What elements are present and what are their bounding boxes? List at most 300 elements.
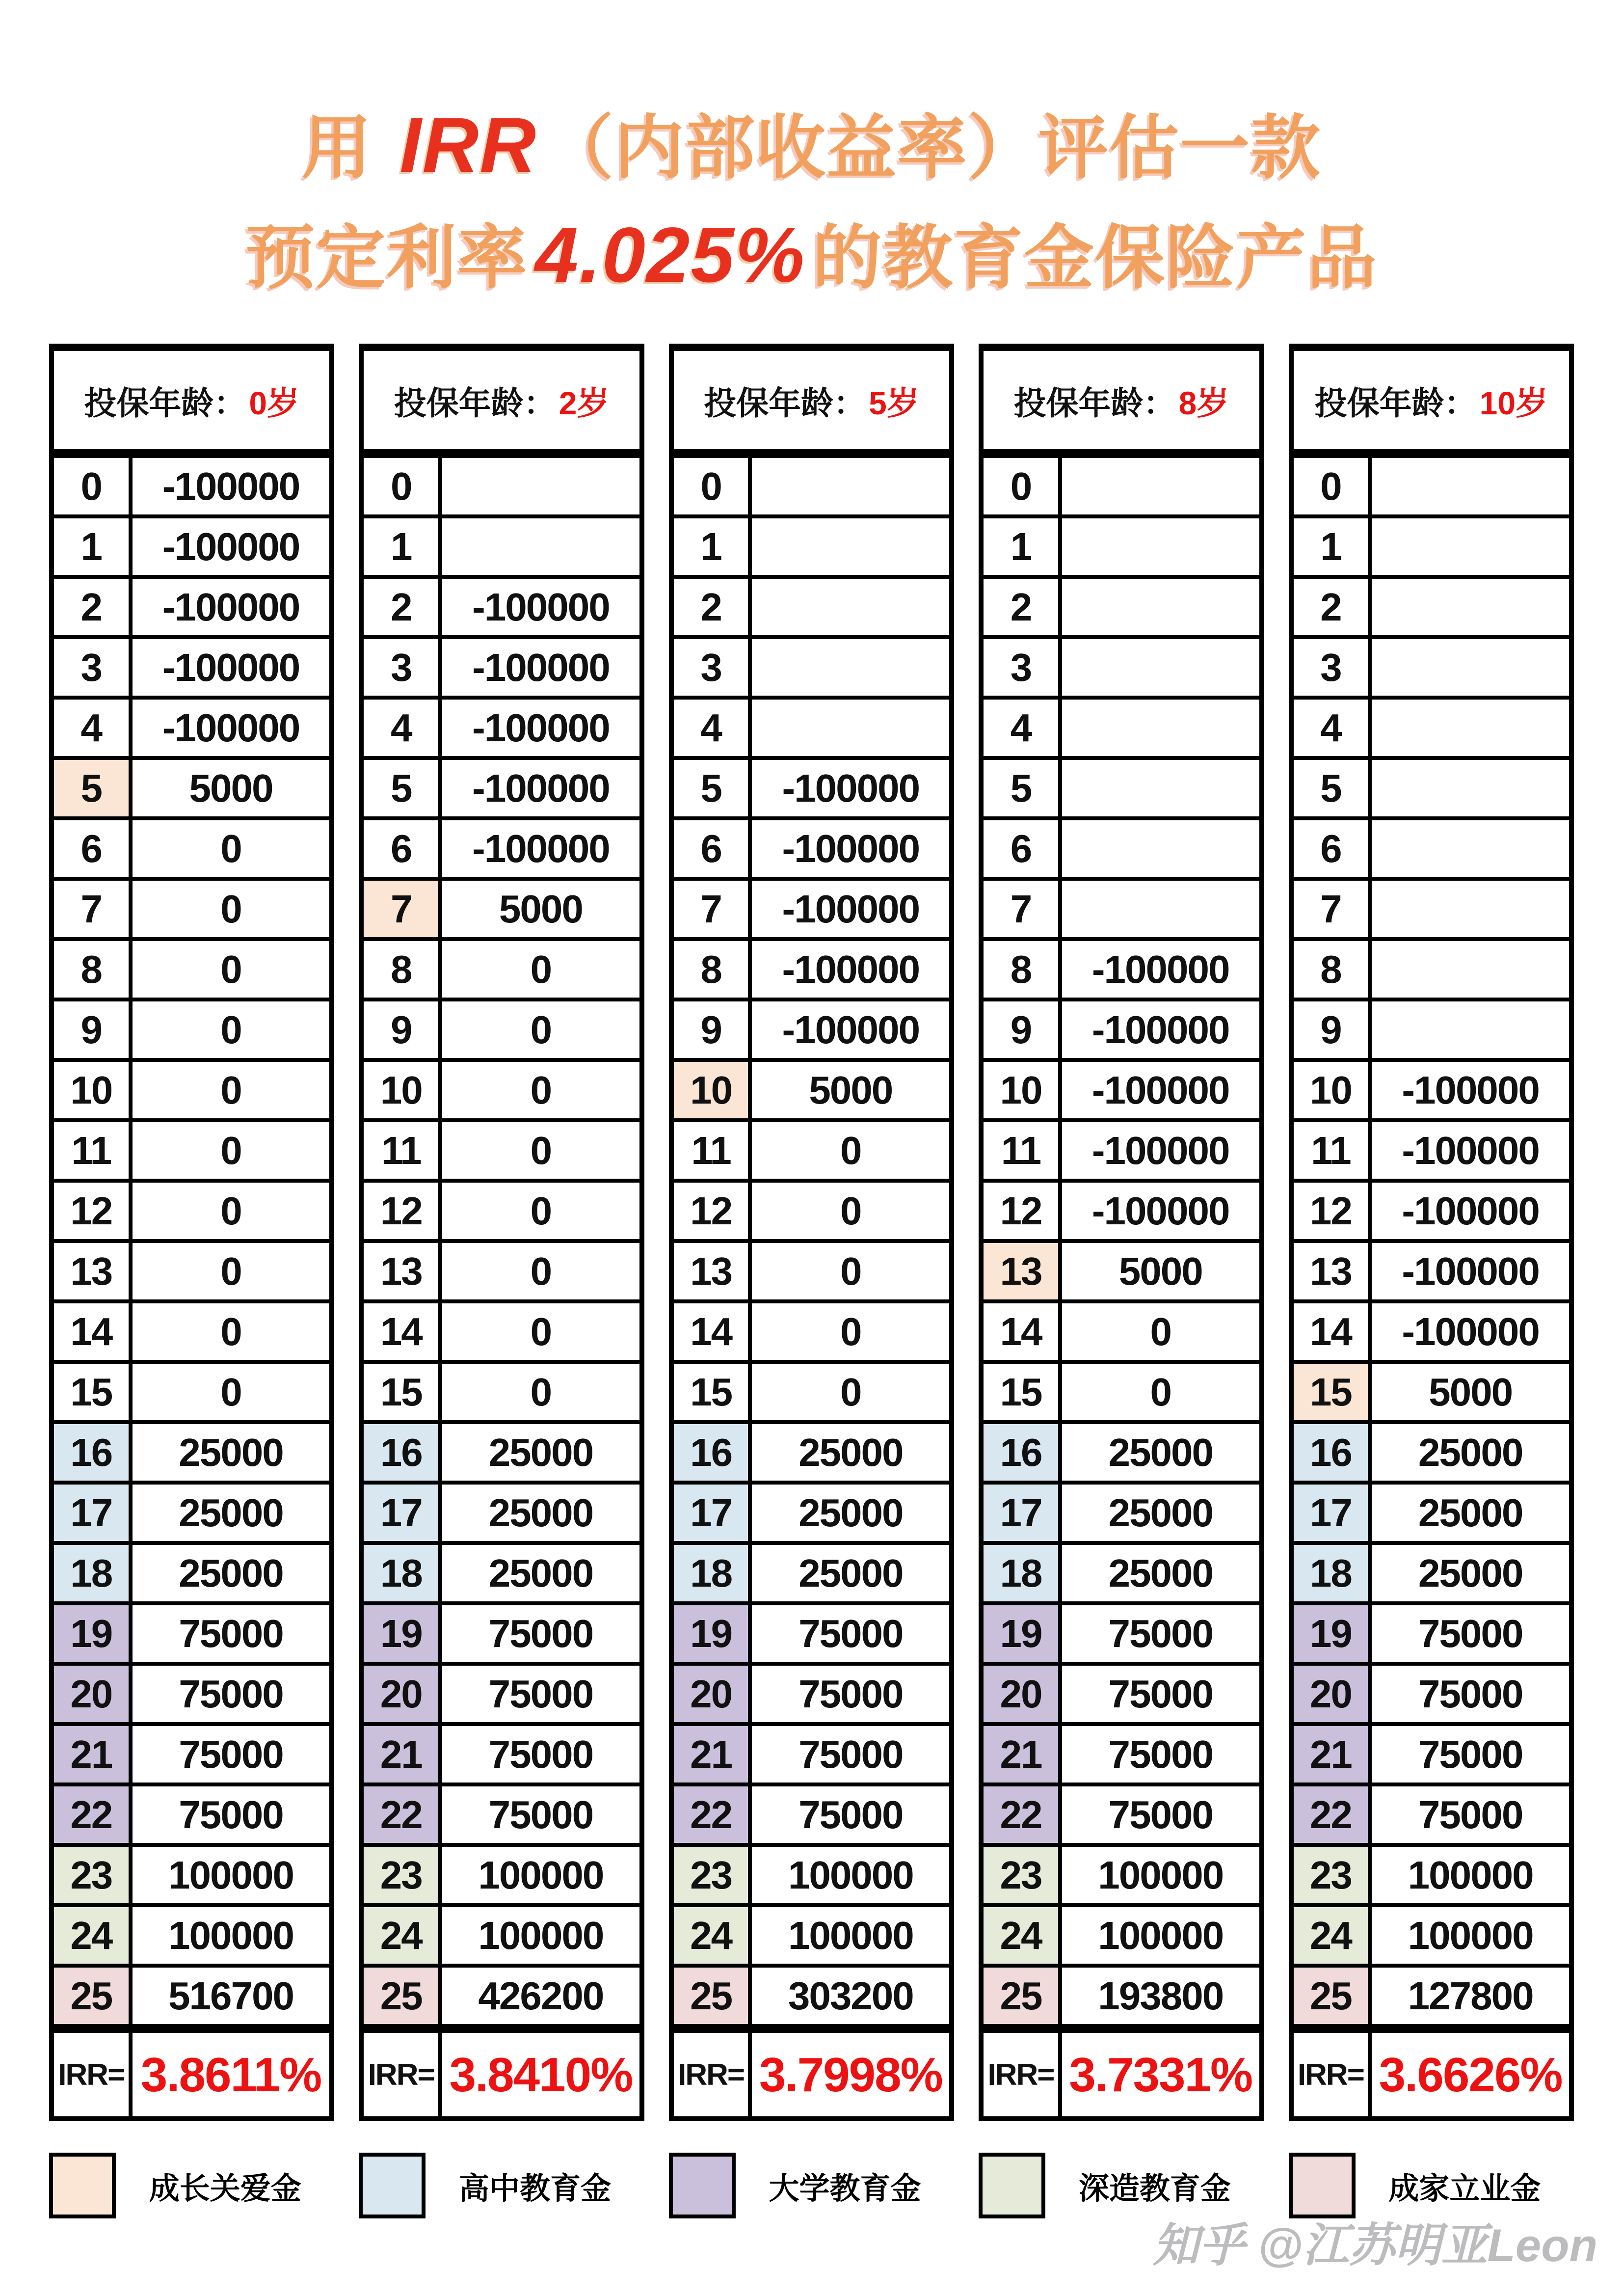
table-row (674, 1183, 949, 1243)
value-cell: 75000 (488, 1792, 593, 1837)
value-cell: 75000 (1418, 1732, 1523, 1776)
table-row (1294, 881, 1569, 941)
table-row (364, 1364, 639, 1424)
age-cell: 11 (364, 1122, 442, 1179)
age-cell: 10 (364, 1062, 442, 1118)
table-row (54, 1666, 329, 1726)
value-cell: 75000 (798, 1732, 903, 1776)
table-header-label: 投保年龄： (1314, 384, 1477, 421)
age-cell: 10 (54, 1062, 133, 1118)
table-row (674, 1545, 949, 1605)
age-cell: 22 (984, 1786, 1062, 1843)
table-row (364, 1001, 639, 1062)
table-row (54, 700, 329, 760)
value-cell: -100000 (162, 524, 300, 568)
table-row (984, 760, 1259, 820)
table-row (364, 1243, 639, 1303)
value-cell: -100000 (1402, 1309, 1539, 1353)
age-cell: 6 (674, 820, 752, 877)
age-cell: 11 (674, 1122, 752, 1179)
table-row (674, 1424, 949, 1485)
value-cell: -100000 (1402, 1068, 1539, 1112)
table-header-label: 投保年龄： (84, 384, 246, 421)
value-cell (1372, 881, 1569, 937)
age-cell: 8 (1294, 941, 1372, 998)
age-cell: 5 (1294, 760, 1372, 816)
title-line-2-prefix: 预定利率 (245, 218, 528, 297)
value-cell (1372, 458, 1569, 514)
value-cell: -100000 (1402, 1249, 1539, 1293)
table-row (674, 1243, 949, 1303)
table-row (54, 1726, 329, 1786)
age-table-8岁 (979, 344, 1264, 2121)
table-row (54, 639, 329, 700)
value-cell: 100000 (478, 1853, 604, 1897)
table-row (674, 1303, 949, 1364)
table-row (364, 1666, 639, 1726)
table-row (984, 1907, 1259, 1968)
table-row (984, 820, 1259, 881)
age-cell: 7 (674, 881, 752, 937)
value-cell: 193800 (1098, 1973, 1224, 2018)
table-row (364, 881, 639, 941)
irr-row (979, 2028, 1264, 2121)
value-cell: 0 (1150, 1309, 1171, 1353)
age-cell: 18 (1294, 1545, 1372, 1601)
title-line-2-suffix: 的教育金保险产品 (812, 218, 1378, 297)
irr-value: 3.6626% (1379, 2047, 1562, 2102)
table-header (1289, 344, 1574, 454)
age-cell: 24 (984, 1907, 1062, 1964)
table-row (364, 518, 639, 579)
cashflow-grid (359, 454, 644, 2028)
value-cell: 75000 (488, 1611, 593, 1655)
value-cell: -100000 (1402, 1128, 1539, 1172)
legend-swatch-university (669, 2153, 736, 2218)
value-cell: 25000 (1418, 1430, 1523, 1474)
age-cell: 19 (984, 1605, 1062, 1662)
irr-row (359, 2028, 644, 2121)
table-row (54, 820, 329, 881)
value-cell: 25000 (488, 1551, 593, 1595)
table-row (674, 1122, 949, 1183)
table-row (674, 1062, 949, 1122)
table-row (364, 1968, 639, 2024)
value-cell: 426200 (478, 1973, 604, 2018)
age-cell: 10 (674, 1062, 752, 1118)
age-cell: 0 (1294, 458, 1372, 514)
table-row (674, 458, 949, 518)
irr-row (49, 2028, 334, 2121)
table-header-age: 8岁 (1178, 384, 1229, 421)
age-cell: 19 (674, 1605, 752, 1662)
value-cell (1372, 579, 1569, 635)
age-cell: 17 (54, 1485, 133, 1541)
age-cell: 13 (1294, 1243, 1372, 1299)
cashflow-grid (669, 454, 954, 2028)
legend-label: 成长关爱金 (149, 2171, 301, 2206)
value-cell: -100000 (782, 826, 920, 870)
age-cell: 24 (54, 1907, 133, 1964)
age-cell: 16 (364, 1424, 442, 1481)
age-cell: 8 (54, 941, 133, 998)
table-row (984, 1364, 1259, 1424)
value-cell: 25000 (1108, 1551, 1213, 1595)
age-cell: 25 (674, 1968, 752, 2024)
table-header-age: 0岁 (249, 384, 300, 421)
age-cell: 1 (1294, 518, 1372, 575)
title-rate-text: 4.025% (534, 211, 806, 298)
value-cell: -100000 (1091, 947, 1229, 991)
title-irr-text: IRR (399, 101, 537, 189)
table-row (674, 518, 949, 579)
age-cell: 2 (674, 579, 752, 635)
age-cell: 16 (1294, 1424, 1372, 1481)
value-cell: -100000 (162, 464, 300, 508)
age-cell: 17 (1294, 1485, 1372, 1541)
age-cell: 22 (364, 1786, 442, 1843)
value-cell: 0 (220, 1128, 241, 1172)
table-row (984, 1968, 1259, 2024)
table-row (54, 1001, 329, 1062)
table-row (364, 1183, 639, 1243)
age-cell: 1 (364, 518, 442, 575)
age-tables-row (49, 344, 1574, 2121)
age-cell: 6 (1294, 820, 1372, 877)
value-cell: 0 (840, 1370, 861, 1414)
value-cell (1062, 579, 1259, 635)
table-row (364, 760, 639, 820)
age-cell: 14 (984, 1303, 1062, 1360)
table-header-age: 2岁 (559, 384, 610, 421)
table-row (984, 1847, 1259, 1907)
table-row (364, 1485, 639, 1545)
value-cell: -100000 (162, 705, 300, 750)
age-cell: 23 (984, 1847, 1062, 1903)
table-row (1294, 579, 1569, 639)
age-cell: 24 (364, 1907, 442, 1964)
value-cell: 0 (220, 887, 241, 931)
table-row (1294, 1183, 1569, 1243)
age-cell: 1 (674, 518, 752, 575)
value-cell (1062, 518, 1259, 575)
value-cell: -100000 (472, 585, 610, 629)
value-cell: -100000 (1091, 1189, 1229, 1233)
value-cell: -100000 (472, 705, 610, 750)
title-line-2 (0, 213, 1623, 297)
age-cell: 20 (54, 1666, 133, 1722)
title-line-1-suffix: （内部收益率）评估一款 (544, 109, 1322, 187)
value-cell (1062, 639, 1259, 696)
table-row (674, 1726, 949, 1786)
cashflow-grid (979, 454, 1264, 2028)
value-cell: 75000 (179, 1611, 283, 1655)
value-cell: -100000 (162, 645, 300, 689)
age-cell: 6 (364, 820, 442, 877)
age-cell: 8 (674, 941, 752, 998)
table-row (1294, 1666, 1569, 1726)
value-cell: 100000 (788, 1913, 913, 1957)
value-cell (752, 518, 949, 575)
table-row (1294, 639, 1569, 700)
value-cell: 5000 (189, 766, 273, 810)
table-row (984, 700, 1259, 760)
value-cell: 516700 (168, 1973, 293, 2018)
table-row (984, 1303, 1259, 1364)
age-cell: 7 (54, 881, 133, 937)
age-cell: 14 (674, 1303, 752, 1360)
age-cell: 0 (674, 458, 752, 514)
value-cell (752, 639, 949, 696)
age-cell: 9 (364, 1001, 442, 1058)
value-cell: 75000 (1418, 1611, 1523, 1655)
table-row (984, 639, 1259, 700)
value-cell: -100000 (782, 887, 920, 931)
table-row (674, 1001, 949, 1062)
age-cell: 10 (1294, 1062, 1372, 1118)
table-row (364, 1545, 639, 1605)
value-cell (752, 458, 949, 514)
value-cell: 25000 (488, 1430, 593, 1474)
table-header-label: 投保年龄： (394, 384, 556, 421)
table-row (1294, 1545, 1569, 1605)
age-cell: 18 (674, 1545, 752, 1601)
legend-label: 高中教育金 (459, 2171, 612, 2206)
age-cell: 12 (984, 1183, 1062, 1239)
value-cell: 0 (530, 1068, 552, 1112)
table-header-age: 5岁 (869, 384, 919, 421)
age-cell: 5 (364, 760, 442, 816)
value-cell: 100000 (168, 1853, 293, 1897)
age-cell: 23 (1294, 1847, 1372, 1903)
irr-label: IRR= (54, 2033, 133, 2116)
value-cell: 75000 (179, 1732, 283, 1776)
value-cell: 75000 (1418, 1672, 1523, 1716)
table-row (984, 941, 1259, 1001)
value-cell: -100000 (1091, 1068, 1229, 1112)
value-cell: 75000 (1108, 1732, 1213, 1776)
age-cell: 2 (54, 579, 133, 635)
value-cell (1062, 881, 1259, 937)
irr-label: IRR= (674, 2033, 752, 2116)
table-row (54, 518, 329, 579)
value-cell: 100000 (478, 1913, 604, 1957)
age-cell: 14 (364, 1303, 442, 1360)
value-cell: 75000 (798, 1611, 903, 1655)
age-cell: 4 (54, 700, 133, 756)
table-row (674, 1847, 949, 1907)
value-cell: -100000 (782, 766, 920, 810)
value-cell: 75000 (179, 1672, 283, 1716)
value-cell: 5000 (499, 887, 583, 931)
value-cell: 25000 (1418, 1490, 1523, 1535)
value-cell (1372, 700, 1569, 756)
value-cell: 75000 (488, 1672, 593, 1716)
table-row (674, 1666, 949, 1726)
value-cell: 100000 (788, 1853, 913, 1897)
value-cell: 75000 (1108, 1672, 1213, 1716)
value-cell (1372, 941, 1569, 998)
cashflow-grid (49, 454, 334, 2028)
age-cell: 11 (1294, 1122, 1372, 1179)
value-cell: 100000 (1408, 1913, 1533, 1957)
legend-swatch-care (49, 2153, 116, 2218)
table-row (984, 518, 1259, 579)
age-cell: 24 (1294, 1907, 1372, 1964)
age-table-0岁 (49, 344, 334, 2121)
table-row (674, 639, 949, 700)
age-cell: 0 (984, 458, 1062, 514)
value-cell: -100000 (162, 585, 300, 629)
age-cell: 23 (674, 1847, 752, 1903)
table-row (674, 1364, 949, 1424)
table-header-label: 投保年龄： (1013, 384, 1176, 421)
value-cell: 100000 (1098, 1913, 1224, 1957)
table-row (674, 820, 949, 881)
table-row (54, 579, 329, 639)
table-row (364, 1062, 639, 1122)
value-cell: 75000 (1108, 1792, 1213, 1837)
table-row (674, 579, 949, 639)
title-line-1-prefix: 用 (301, 109, 393, 187)
table-row (674, 1485, 949, 1545)
age-cell: 15 (984, 1364, 1062, 1420)
age-cell: 19 (54, 1605, 133, 1662)
age-cell: 9 (1294, 1001, 1372, 1058)
value-cell: 0 (220, 1007, 241, 1052)
value-cell (1062, 700, 1259, 756)
table-row (984, 1122, 1259, 1183)
value-cell: 0 (220, 1309, 241, 1353)
value-cell: 25000 (1108, 1430, 1213, 1474)
legend-item-university (669, 2153, 954, 2218)
table-row (364, 1726, 639, 1786)
irr-value: 3.8410% (449, 2047, 633, 2102)
age-cell: 15 (1294, 1364, 1372, 1420)
age-cell: 22 (674, 1786, 752, 1843)
age-table-10岁 (1289, 344, 1574, 2121)
table-row (1294, 760, 1569, 820)
age-cell: 15 (54, 1364, 133, 1420)
age-cell: 18 (984, 1545, 1062, 1601)
irr-label: IRR= (984, 2033, 1062, 2116)
table-row (54, 1786, 329, 1847)
age-cell: 20 (984, 1666, 1062, 1722)
table-row (364, 1122, 639, 1183)
age-cell: 23 (364, 1847, 442, 1903)
age-cell: 7 (364, 881, 442, 937)
table-row (984, 1062, 1259, 1122)
age-cell: 25 (1294, 1968, 1372, 2024)
table-row (984, 1666, 1259, 1726)
age-cell: 9 (674, 1001, 752, 1058)
value-cell (1372, 639, 1569, 696)
age-cell: 10 (984, 1062, 1062, 1118)
age-cell: 18 (364, 1545, 442, 1601)
value-cell: -100000 (782, 947, 920, 991)
table-row (54, 1364, 329, 1424)
value-cell: 0 (840, 1189, 861, 1233)
value-cell: 0 (1150, 1370, 1171, 1414)
age-cell: 14 (1294, 1303, 1372, 1360)
value-cell (1062, 820, 1259, 877)
value-cell: 0 (530, 1249, 552, 1293)
table-row (54, 1605, 329, 1666)
age-cell: 4 (674, 700, 752, 756)
value-cell: 25000 (1418, 1551, 1523, 1595)
table-row (674, 881, 949, 941)
value-cell (442, 458, 639, 514)
age-table-5岁 (669, 344, 954, 2121)
table-row (364, 820, 639, 881)
age-cell: 13 (54, 1243, 133, 1299)
age-table-2岁 (359, 344, 644, 2121)
table-row (674, 941, 949, 1001)
table-row (364, 941, 639, 1001)
value-cell: 0 (220, 1249, 241, 1293)
value-cell: 75000 (798, 1672, 903, 1716)
age-cell: 24 (674, 1907, 752, 1964)
table-row (54, 941, 329, 1001)
irr-value: 3.8611% (140, 2047, 321, 2102)
table-row (1294, 1786, 1569, 1847)
table-row (1294, 1364, 1569, 1424)
table-row (54, 1545, 329, 1605)
age-cell: 5 (674, 760, 752, 816)
age-cell: 3 (364, 639, 442, 696)
age-cell: 15 (674, 1364, 752, 1420)
irr-value: 3.7331% (1069, 2047, 1252, 2102)
age-cell: 8 (984, 941, 1062, 998)
table-row (1294, 1605, 1569, 1666)
table-row (364, 579, 639, 639)
age-cell: 3 (984, 639, 1062, 696)
age-cell: 6 (54, 820, 133, 877)
table-row (1294, 700, 1569, 760)
value-cell: 75000 (1418, 1792, 1523, 1837)
table-header (669, 344, 954, 454)
value-cell: 100000 (1098, 1853, 1224, 1897)
legend-label: 深造教育金 (1078, 2171, 1231, 2206)
value-cell: 75000 (1108, 1611, 1213, 1655)
age-cell: 15 (364, 1364, 442, 1420)
title-line-1 (0, 103, 1623, 188)
value-cell (752, 579, 949, 635)
age-cell: 3 (1294, 639, 1372, 696)
value-cell: 127800 (1408, 1973, 1533, 2018)
value-cell: 0 (220, 1189, 241, 1233)
value-cell: -100000 (782, 1007, 920, 1052)
age-cell: 11 (54, 1122, 133, 1179)
age-cell: 3 (674, 639, 752, 696)
table-row (1294, 1907, 1569, 1968)
age-cell: 4 (1294, 700, 1372, 756)
value-cell: 100000 (168, 1913, 293, 1957)
age-cell: 13 (984, 1243, 1062, 1299)
value-cell (1062, 760, 1259, 816)
age-cell: 16 (674, 1424, 752, 1481)
table-row (54, 760, 329, 820)
table-row (1294, 1303, 1569, 1364)
table-row (54, 1847, 329, 1907)
age-cell: 2 (364, 579, 442, 635)
table-row (364, 458, 639, 518)
table-row (984, 1485, 1259, 1545)
value-cell: 0 (220, 1370, 241, 1414)
value-cell: 5000 (1429, 1370, 1513, 1414)
table-row (984, 1243, 1259, 1303)
value-cell: 75000 (798, 1792, 903, 1837)
